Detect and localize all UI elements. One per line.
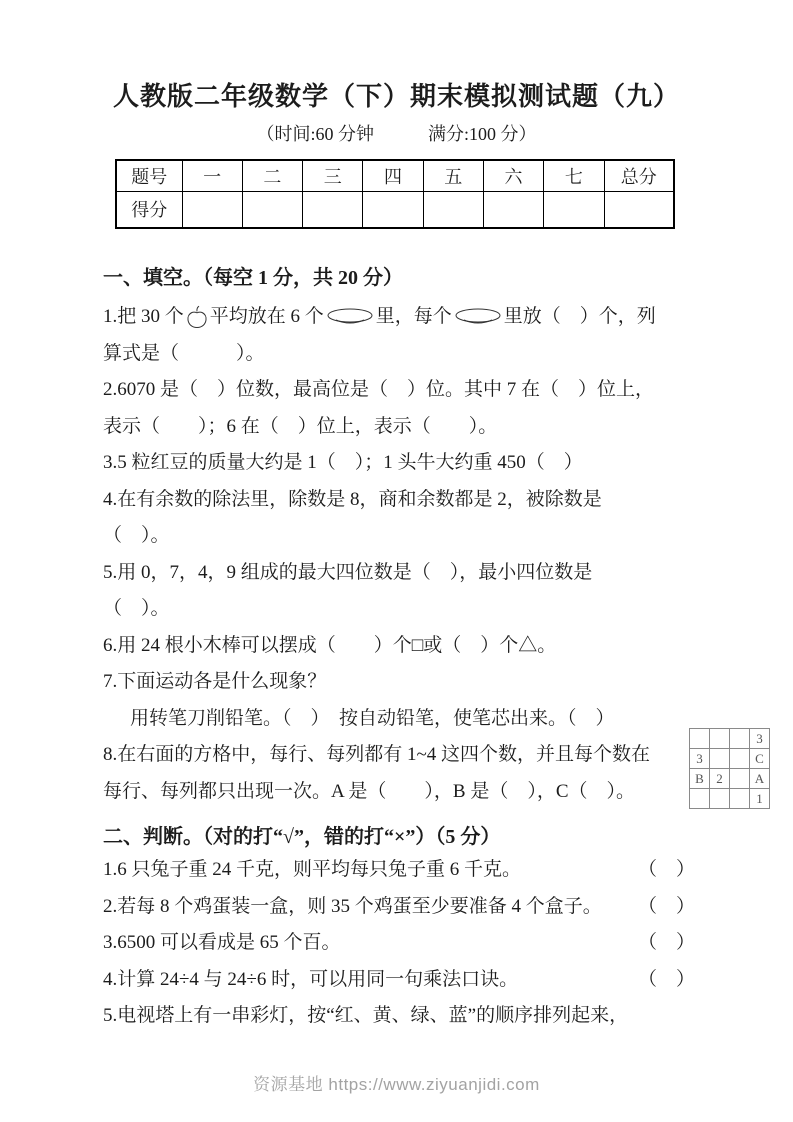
- score-table-header-cell: 四: [363, 160, 423, 191]
- footer-watermark: 资源基地 https://www.ziyuanjidi.com: [253, 1075, 540, 1094]
- fill-q8-line2: 每行、每列都只出现一次。A 是（ ），B 是（ ），C（ ）。: [103, 780, 636, 802]
- page-title: 人教版二年级数学（下）期末模拟测试题（九）: [112, 82, 680, 111]
- fill-q5-line2: （ ）。: [103, 598, 170, 619]
- score-row-label: 得分: [116, 191, 182, 228]
- grid-cell: 3: [750, 729, 770, 749]
- grid-cell: [730, 729, 750, 749]
- judge-item: [103, 852, 695, 889]
- score-table-header-cell: 题号: [116, 160, 182, 191]
- score-table-header-cell: 五: [423, 160, 483, 191]
- grid-row: [690, 769, 770, 789]
- judge-answer-blank: （ ）: [637, 932, 695, 953]
- grid-cell: [710, 749, 730, 769]
- score-cell: [242, 191, 302, 228]
- page-subtitle: （时间:60 分钟 满分:100 分）: [256, 124, 537, 144]
- score-cell: [483, 191, 543, 228]
- grid-cell: A: [750, 769, 770, 789]
- grid-cell: 3: [690, 749, 710, 769]
- grid-cell: [730, 749, 750, 769]
- grid-row: [690, 729, 770, 749]
- fill-q4-line2: （ ）。: [103, 525, 170, 546]
- judge-item: [103, 925, 695, 962]
- fill-q1-line2: 算式是（ ）。: [103, 342, 265, 364]
- grid-row: [690, 789, 770, 809]
- grid-cell: [730, 769, 750, 789]
- fill-q1-seg1: 1.把 30 个: [103, 306, 184, 327]
- score-cell: [303, 191, 363, 228]
- exam-body: [103, 263, 765, 1035]
- score-table-header-cell: 三: [303, 160, 363, 191]
- grid-cell: C: [750, 749, 770, 769]
- fill-q4-line1: 4.在有余数的除法里，除数是 8，商和余数都是 2，被除数是: [103, 488, 602, 510]
- score-cell: [182, 191, 242, 228]
- fill-q1-line1: [103, 299, 695, 336]
- fill-q1-seg3: 里，每个: [375, 306, 452, 327]
- judge-item-text: 5.电视塔上有一串彩灯，按“红、黄、绿、蓝”的顺序排列起来，: [103, 1005, 629, 1026]
- score-cell: [604, 191, 674, 228]
- fill-q7-line2: 用转笔刀削铅笔。（ ） 按自动铅笔，使笔芯出来。（ ）: [130, 707, 615, 729]
- score-table-header-cell: 六: [483, 160, 543, 191]
- grid-row: [690, 749, 770, 769]
- fill-q5-line1: 5.用 0，7，4，9 组成的最大四位数是（ ），最小四位数是: [103, 561, 593, 583]
- fill-q1-seg2: 平均放在 6 个: [209, 306, 324, 327]
- score-table-header-cell: 二: [242, 160, 302, 191]
- judge-item: [103, 998, 695, 1035]
- grid-cell: [710, 789, 730, 809]
- fill-q1-seg4: 里放（ ）个，列: [503, 306, 656, 327]
- fill-q3: 3.5 粒红豆的质量大约是 1（ ）；1 头牛大约重 450（ ）: [103, 452, 583, 473]
- fill-q2-line2: 表示（ ）；6 在（ ）位上，表示（ ）。: [103, 415, 498, 437]
- fill-q8: [103, 731, 765, 810]
- score-table-header-cell: 七: [544, 160, 604, 191]
- plate-icon: [326, 308, 374, 327]
- judge-item-text: 2.若每 8 个鸡蛋装一盒，则 35 个鸡蛋至少要准备 4 个盒子。: [103, 895, 602, 917]
- score-cell: [423, 191, 483, 228]
- grid-cell: [710, 729, 730, 749]
- fill-q8-line1: 8.在右面的方格中，每行、每列都有 1~4 这四个数，并且每个数在: [103, 744, 651, 765]
- judge-item: [103, 962, 695, 999]
- score-table-header-cell: 总分: [604, 160, 674, 191]
- grid-cell: 1: [750, 789, 770, 809]
- judge-answer-blank: （ ）: [637, 968, 695, 990]
- grid-cell: 2: [710, 769, 730, 789]
- judge-item-text: 1.6 只兔子重 24 千克，则平均每只兔子重 6 千克。: [103, 859, 522, 880]
- grid-cell: B: [690, 769, 710, 789]
- score-table-header-row: [116, 160, 674, 191]
- apple-icon: [186, 305, 208, 330]
- section-fill-heading: 一、填空。（每空 1 分，共 20 分）: [103, 267, 403, 289]
- grid-cell: [690, 789, 710, 809]
- plate-icon: [454, 308, 502, 327]
- score-cell: [544, 191, 604, 228]
- fill-q2-line1: 2.6070 是（ ）位数，最高位是（ ）位。其中 7 在（ ）位上，: [103, 379, 655, 400]
- judge-item-text: 4.计算 24÷4 与 24÷6 时，可以用同一句乘法口诀。: [103, 968, 519, 990]
- score-table-score-row: [116, 191, 674, 228]
- fill-q6: 6.用 24 根小木棒可以摆成（ ）个□或（ ）个△。: [103, 634, 557, 656]
- fill-q7-line1: 7.下面运动各是什么现象？: [103, 671, 327, 692]
- section-judge-heading: 二、判断。（对的打“√”，错的打“×”）（5 分）: [103, 826, 501, 848]
- judge-answer-blank: （ ）: [637, 895, 695, 917]
- score-table: [115, 159, 675, 229]
- judge-item-text: 3.6500 可以看成是 65 个百。: [103, 932, 341, 953]
- grid-cell: [690, 729, 710, 749]
- judge-item: [103, 889, 695, 926]
- number-puzzle-grid: [689, 728, 770, 809]
- score-table-header-cell: 一: [182, 160, 242, 191]
- grid-cell: [730, 789, 750, 809]
- judge-answer-blank: （ ）: [637, 859, 695, 880]
- score-cell: [363, 191, 423, 228]
